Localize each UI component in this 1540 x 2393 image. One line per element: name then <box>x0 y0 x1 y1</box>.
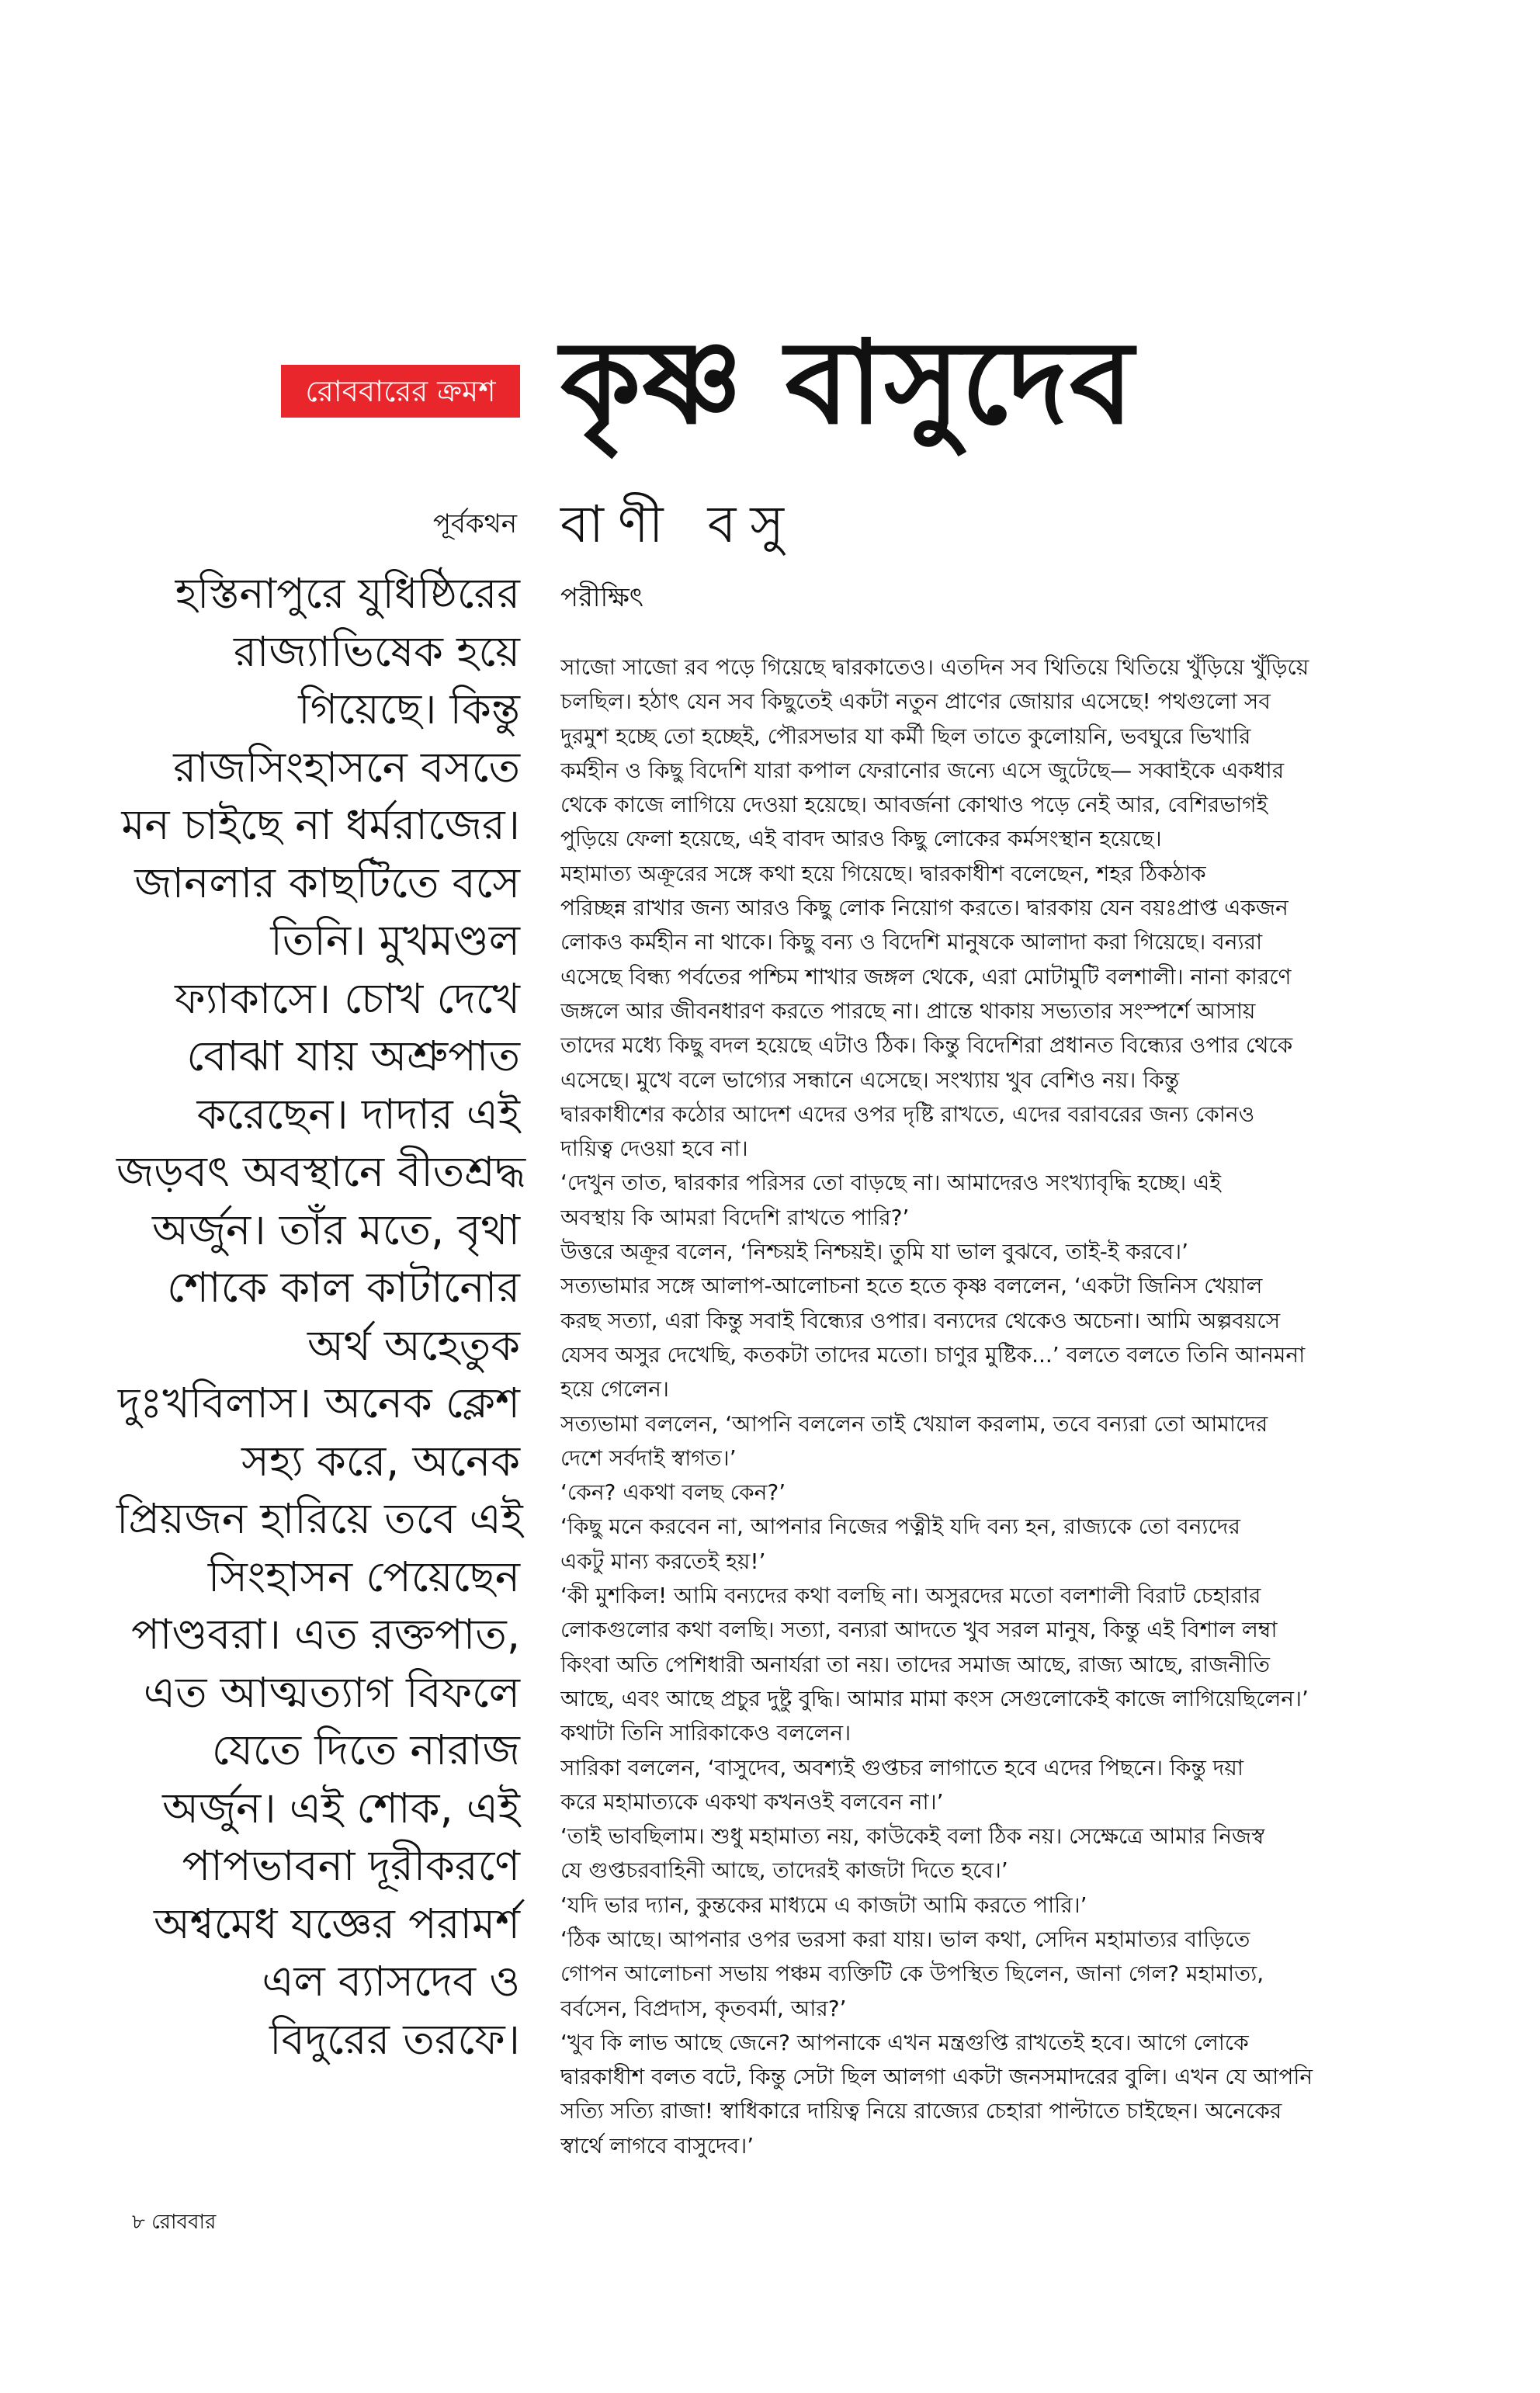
body-line: সারিকা বললেন, ‘বাসুদেব, অবশ্যই গুপ্তচর লাগাতে হবে এদের পিছনে। কিন্তু দয়া <box>560 1754 1244 1781</box>
prologue-line: হস্তিনাপুরে যুধিষ্ঠিরের <box>175 569 520 618</box>
body-line: পরিচ্ছন্ন রাখার জন্য আরও কিছু লোক নিয়োগ করতে। দ্বারকায় যেন বয়ঃপ্রাপ্ত একজন <box>560 895 1289 921</box>
body-line: ‘কেন? একথা বলছ কেন?’ <box>560 1479 786 1506</box>
body-line: পুড়িয়ে ফেলা হয়েছে, এই বাবদ আরও কিছু লোকের কর্মসংস্থান হয়েছে। <box>560 826 1162 852</box>
body-line: উত্তরে অক্রূর বলেন, ‘নিশ্চয়ই নিশ্চয়ই। তুমি যা ভাল বুঝবে, তাই-ই করবে।’ <box>560 1239 1189 1265</box>
body-line: যে গুপ্তচরবাহিনী আছে, তাদেরই কাজটা দিতে হবে।’ <box>560 1857 1008 1884</box>
body-line: গোপন আলোচনা সভায় পঞ্চম ব্যক্তিটি কে উপস্থিত ছিলেন, জানা গেল? মহামাত্য, <box>560 1961 1264 1987</box>
prologue-line: শোকে কাল কাটানোর <box>167 1263 520 1312</box>
prologue-line: দুঃখবিলাস। অনেক ক্লেশ <box>118 1379 520 1427</box>
prologue-line: অর্জুন। তাঁর মতে, বৃথা <box>151 1205 520 1254</box>
prologue-line: রাজ্যাভিষেক হয়ে <box>234 626 520 676</box>
prologue-line: এত আত্মত্যাগ বিফলে <box>143 1667 520 1717</box>
body-line: তাদের মধ্যে কিছু বদল হয়েছে এটাও ঠিক। কিন্তু বিদেশিরা প্রধানত বিন্ধ্যের ওপার থেকে <box>560 1032 1293 1059</box>
prologue-line: বিদুরের তরফে। <box>269 2014 520 2064</box>
prologue-line: এল ব্যাসদেব ও <box>262 1957 520 2006</box>
body-line: করছ সত্যা, এরা কিন্তু সবাই বিন্ধ্যের ওপার। বন্যদের থেকেও অচেনা। আমি অল্পবয়সে <box>560 1307 1281 1333</box>
body-line: ‘ঠিক আছে। আপনার ওপর ভরসা করা যায়। ভাল কথা, সেদিন মহামাত্যর বাড়িতে <box>560 1926 1250 1952</box>
body-line: কর্মহীন ও কিছু বিদেশি যারা কপাল ফেরানোর জন্যে এসে জুটেছে— সব্বাইকে একধার <box>560 757 1285 783</box>
body-line: স্বার্থে লাগবে বাসুদেব।’ <box>560 2132 754 2159</box>
body-line: দুরমুশ হচ্ছে তো হচ্ছেই, পৌরসভার যা কর্মী ছিল তাতে কুলোয়নি, ভবঘুরে ভিখারি <box>560 723 1251 749</box>
body-line: ‘খুব কি লাভ আছে জেনে? আপনাকে এখন মন্ত্রগুপ্তি রাখতেই হবে। আগে লোকে <box>560 2029 1249 2055</box>
prologue-line: অর্থ অহেতুক <box>307 1320 520 1370</box>
prologue-line: যেতে দিতে নারাজ <box>211 1725 520 1774</box>
body-line: চলছিল। হঠাৎ যেন সব কিছুতেই একটা নতুন প্রাণের জোয়ার এসেছে! পথগুলো সব <box>560 688 1271 715</box>
body-line: ‘কিছু মনে করবেন না, আপনার নিজের পত্নীই যদি বন্য হন, রাজ্যকে তো বন্যদের <box>560 1514 1240 1540</box>
body-line: দ্বারকাধীশ বলত বটে, কিন্তু সেটা ছিল আলগা একটা জনসমাদরের বুলি। এখন যে আপনি <box>560 2064 1313 2090</box>
page-folio: ৮ রোববার <box>132 2211 217 2234</box>
prologue-line: ফ্যাকাসে। চোখ দেখে <box>175 973 520 1023</box>
body-line: ‘তাই ভাবছিলাম। শুধু মহামাত্য নয়, কাউকেই বলা ঠিক নয়। সেক্ষেত্রে আমার নিজস্ব <box>560 1823 1265 1850</box>
body-line: কথাটা তিনি সারিকাকেও বললেন। <box>560 1720 852 1746</box>
section-title: পরীক্ষিৎ <box>560 582 643 613</box>
prologue-line: পাপভাবনা দূরীকরণে <box>182 1841 520 1890</box>
body-line: হয়ে গেলেন। <box>560 1376 669 1403</box>
body-line: সাজো সাজো রব পড়ে গিয়েছে দ্বারকাতেও। এতদিন সব থিতিয়ে থিতিয়ে খুঁড়িয়ে খুঁড়িয়ে <box>560 654 1309 680</box>
article-title: কৃষ্ণ বাসুদেব <box>560 316 1136 449</box>
body-line: সত্যভামা বললেন, ‘আপনি বললেন তাই খেয়াল করলাম, তবে বন্যরা তো আমাদের <box>560 1410 1268 1437</box>
article-body <box>560 650 1388 2163</box>
prologue-line: রাজসিংহাসনে বসতে <box>173 742 520 792</box>
prologue-line: তিনি। মুখমণ্ডল <box>270 916 520 965</box>
body-line: দায়িত্ব দেওয়া হবে না। <box>560 1136 748 1162</box>
prologue-line: সহ্য করে, অনেক <box>241 1436 520 1486</box>
prologue-line: অর্জুন। এই শোক, এই <box>162 1783 520 1833</box>
body-line: লোকগুলোর কথা বলছি। সত্যা, বন্যরা আদতে খুব সরল মানুষ, কিন্তু এই বিশাল লম্বা <box>560 1617 1278 1643</box>
series-badge: রোববারের ক্রমশ <box>281 365 520 418</box>
body-line: একটু মান্য করতেই হয়!’ <box>560 1548 766 1574</box>
prologue-line: জড়বৎ অবস্থানে বীতশ্রদ্ধ <box>116 1147 526 1196</box>
body-line: এসেছে। মুখে বলে ভাগ্যের সন্ধানে এসেছে। সংখ্যায় খুব বেশিও নয়। কিন্তু <box>560 1066 1180 1093</box>
body-line: যেসব অসুর দেখেছি, কতকটা তাদের মতো। চাণুর মুষ্টিক...’ বলতে বলতে তিনি আনমনা <box>560 1341 1306 1368</box>
body-line: সত্যি সত্যি রাজা! স্বাধিকারে দায়িত্ব নিয়ে রাজ্যের চেহারা পাল্টাতে চাইছেন। অনেকের <box>560 2098 1282 2124</box>
prologue-line: করেছেন। দাদার এই <box>196 1089 520 1139</box>
body-line: জঙ্গলে আর জীবনধারণ করতে পারছে না। প্রান্তে থাকায় সভ্যতার সংস্পর্শে আসায় <box>560 997 1256 1024</box>
body-line: দেশে সর্বদাই স্বাগত।’ <box>560 1444 737 1471</box>
body-line: থেকে কাজে লাগিয়ে দেওয়া হয়েছে। আবর্জনা কোথাও পড়ে নেই আর, বেশিরভাগই <box>560 792 1268 818</box>
prologue-line: জানলার কাছটিতে বসে <box>134 858 520 907</box>
prologue-label: পূর্বকথন <box>432 508 517 539</box>
body-line: ‘দেখুন তাত, দ্বারকার পরিসর তো বাড়ছে না। আমাদেরও সংখ্যাবৃদ্ধি হচ্ছে। এই <box>560 1170 1221 1196</box>
author-name: বাণী বসু <box>560 494 798 554</box>
body-line: বর্বসেন, বিপ্রদাস, কৃতবর্মা, আর?’ <box>560 1995 847 2021</box>
body-line: মহামাত্য অক্রূরের সঙ্গে কথা হয়ে গিয়েছে। দ্বারকাধীশ বলেছেন, শহর ঠিকঠাক <box>560 860 1206 886</box>
prologue-line: মন চাইছে না ধর্মরাজের। <box>121 800 520 849</box>
prologue-line: সিংহাসন পেয়েছেন <box>207 1552 520 1601</box>
body-line: লোকও কর্মহীন না থাকে। কিছু বন্য ও বিদেশি মানুষকে আলাদা করা গিয়েছে। বন্যরা <box>560 929 1263 955</box>
body-line: ‘কী মুশকিল! আমি বন্যদের কথা বলছি না। অসুরদের মতো বলশালী বিরাট চেহারার <box>560 1583 1261 1609</box>
body-line: দ্বারকাধীশের কঠোর আদেশ এদের ওপর দৃষ্টি রাখতে, এদের বরাবরের জন্য কোনও <box>560 1101 1255 1127</box>
prologue-line: গিয়েছে। কিন্তু <box>298 685 520 734</box>
body-line: করে মহামাত্যকে একথা কখনওই বলবেন না।’ <box>560 1788 944 1815</box>
body-line: আছে, এবং আছে প্রচুর দুষ্টু বুদ্ধি। আমার মামা কংস সেগুলোকেই কাজে লাগিয়েছিলেন।’ <box>560 1685 1309 1712</box>
prologue-text <box>116 565 526 2069</box>
prologue-line: প্রিয়জন হারিয়ে তবে এই <box>116 1494 523 1543</box>
prologue-line: বোঝা যায় অশ্রুপাত <box>186 1032 520 1080</box>
body-line: সত্যভামার সঙ্গে আলাপ-আলোচনা হতে হতে কৃষ্ণ বললেন, ‘একটা জিনিস খেয়াল <box>560 1273 1263 1299</box>
body-line: কিংবা অতি পেশিধারী অনার্যরা তা নয়। তাদের সমাজ আছে, রাজ্য আছে, রাজনীতি <box>560 1651 1271 1677</box>
body-line: ‘যদি ভার দ্যান, কুন্তকের মাধ্যমে এ কাজটা আমি করতে পারি।’ <box>560 1892 1087 1918</box>
prologue-line: অশ্বমেধ যজ্ঞের পরামর্শ <box>153 1899 520 1948</box>
body-line: অবস্থায় কি আমরা বিদেশি রাখতে পারি?’ <box>560 1204 910 1230</box>
prologue-line: পাণ্ডবরা। এত রক্তপাত, <box>131 1610 520 1659</box>
body-line: এসেছে বিন্ধ্য পর্বতের পশ্চিম শাখার জঙ্গল থেকে, এরা মোটামুটি বলশালী। নানা কারণে <box>560 963 1292 990</box>
